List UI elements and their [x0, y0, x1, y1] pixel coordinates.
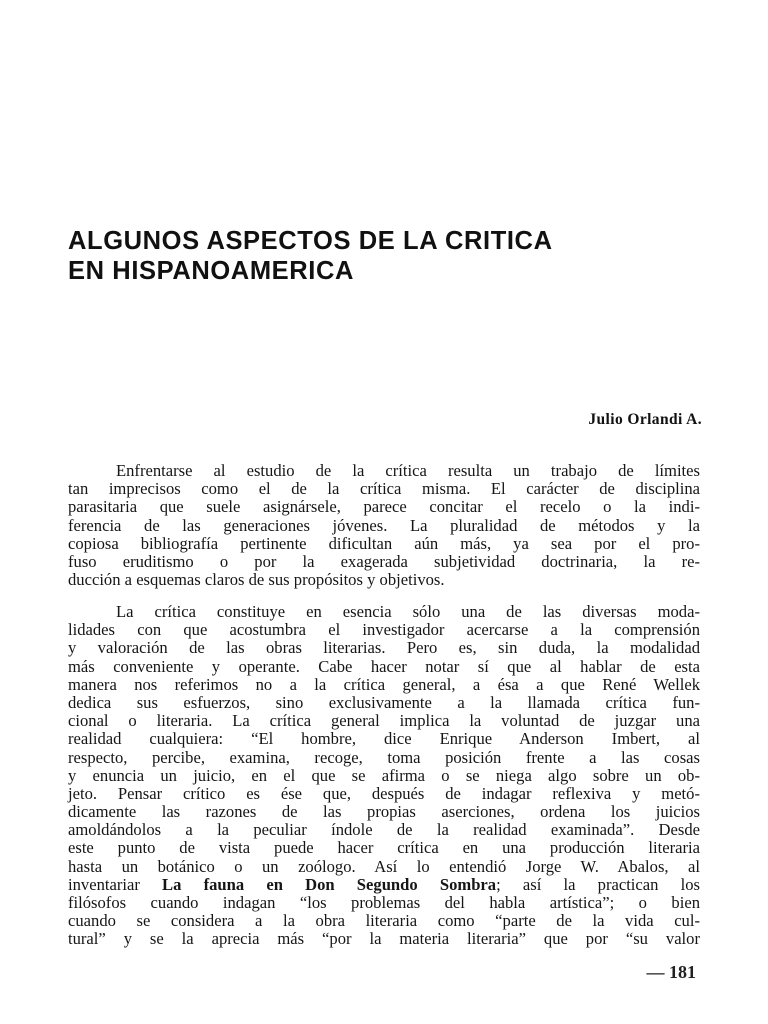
paragraph-line: fuso eruditismo o por la exagerada subjetividad doctrinaria, la re-	[68, 551, 700, 571]
paragraph-line: y valoración de las obras literarias. Pero es, sin duda, la modalidad	[68, 638, 700, 658]
book-title: La fauna en Don Segundo Sombra	[162, 874, 497, 894]
paragraph-line: La crítica constituye en esencia sólo una de las diversas moda-	[116, 602, 700, 621]
article-title-line-1: ALGUNOS ASPECTOS DE LA CRITICA	[68, 227, 553, 255]
paragraph-line: parasitaria que suele asignársele, parece concitar el recelo o la indi-	[68, 497, 700, 517]
inline-text: ; así la practican los	[496, 874, 700, 894]
paragraph-line: realidad cualquiera: “El hombre, dice Enrique Anderson Imbert, al	[68, 729, 700, 749]
paragraph-line: dedica sus esfuerzos, sino exclusivamente a la llamada crítica fun-	[68, 692, 700, 712]
article-title-line-2: EN HISPANOAMERICA	[68, 257, 354, 285]
paragraph-line: amoldándolos a la peculiar índole de la realidad examinada”. Desde	[68, 820, 700, 840]
paragraph-line: cuando se considera a la obra literaria como “parte de la vida cul-	[68, 911, 700, 931]
article-title	[68, 226, 708, 286]
paragraph-2	[68, 603, 700, 949]
paragraph-line: este punto de vista puede hacer crítica en una producción literaria	[68, 838, 700, 858]
author-name: Julio Orlandi A.	[588, 411, 702, 428]
paragraph-line: tan imprecisos como el de la crítica misma. El carácter de disciplina	[68, 479, 700, 499]
paragraph-line: hasta un botánico o un zoólogo. Así lo entendió Jorge W. Abalos, al	[68, 856, 700, 876]
paragraph-line: cional o literaria. La crítica general implica la voluntad de juzgar una	[68, 711, 700, 731]
paragraph-line: manera nos referimos no a la crítica general, a ésa a que René Wellek	[68, 674, 700, 694]
paragraph-line: dicamente las razones de las propias aserciones, ordena los juicios	[68, 802, 700, 822]
paragraph-line: tural” y se la aprecia más “por la materia literaria” que por “su valor	[68, 929, 700, 949]
paragraph-line: copiosa bibliografía pertinente dificultan aún más, ya sea por el pro-	[68, 533, 700, 553]
paragraph-line: y enuncia un juicio, en el que se afirma o se niega algo sobre un ob-	[68, 765, 700, 785]
paragraph-line-with-bold-title	[68, 876, 700, 894]
paragraph-line: más conveniente y operante. Cabe hacer notar sí que al hablar de esta	[68, 656, 700, 676]
paragraph-line: respecto, percibe, examina, recoge, toma posición frente a las cosas	[68, 747, 700, 767]
inline-text: inventariar	[68, 874, 163, 894]
paragraph-line: filósofos cuando indagan “los problemas del habla artística”; o bien	[68, 893, 700, 912]
paragraph-line: ferencia de las generaciones jóvenes. La pluralidad de métodos y la	[68, 515, 700, 535]
paragraph-line: Enfrentarse al estudio de la crítica resulta un trabajo de límites	[116, 461, 700, 480]
page-number: — 181	[646, 962, 696, 982]
paragraph-line: ducción a esquemas claros de sus propósitos y objetivos.	[68, 570, 445, 590]
paragraph-1	[68, 462, 700, 589]
paragraph-line: lidades con que acostumbra el investigador acercarse a la comprensión	[68, 620, 700, 640]
paragraph-line: jeto. Pensar crítico es ése que, después de indagar reflexiva y metó-	[68, 783, 700, 803]
